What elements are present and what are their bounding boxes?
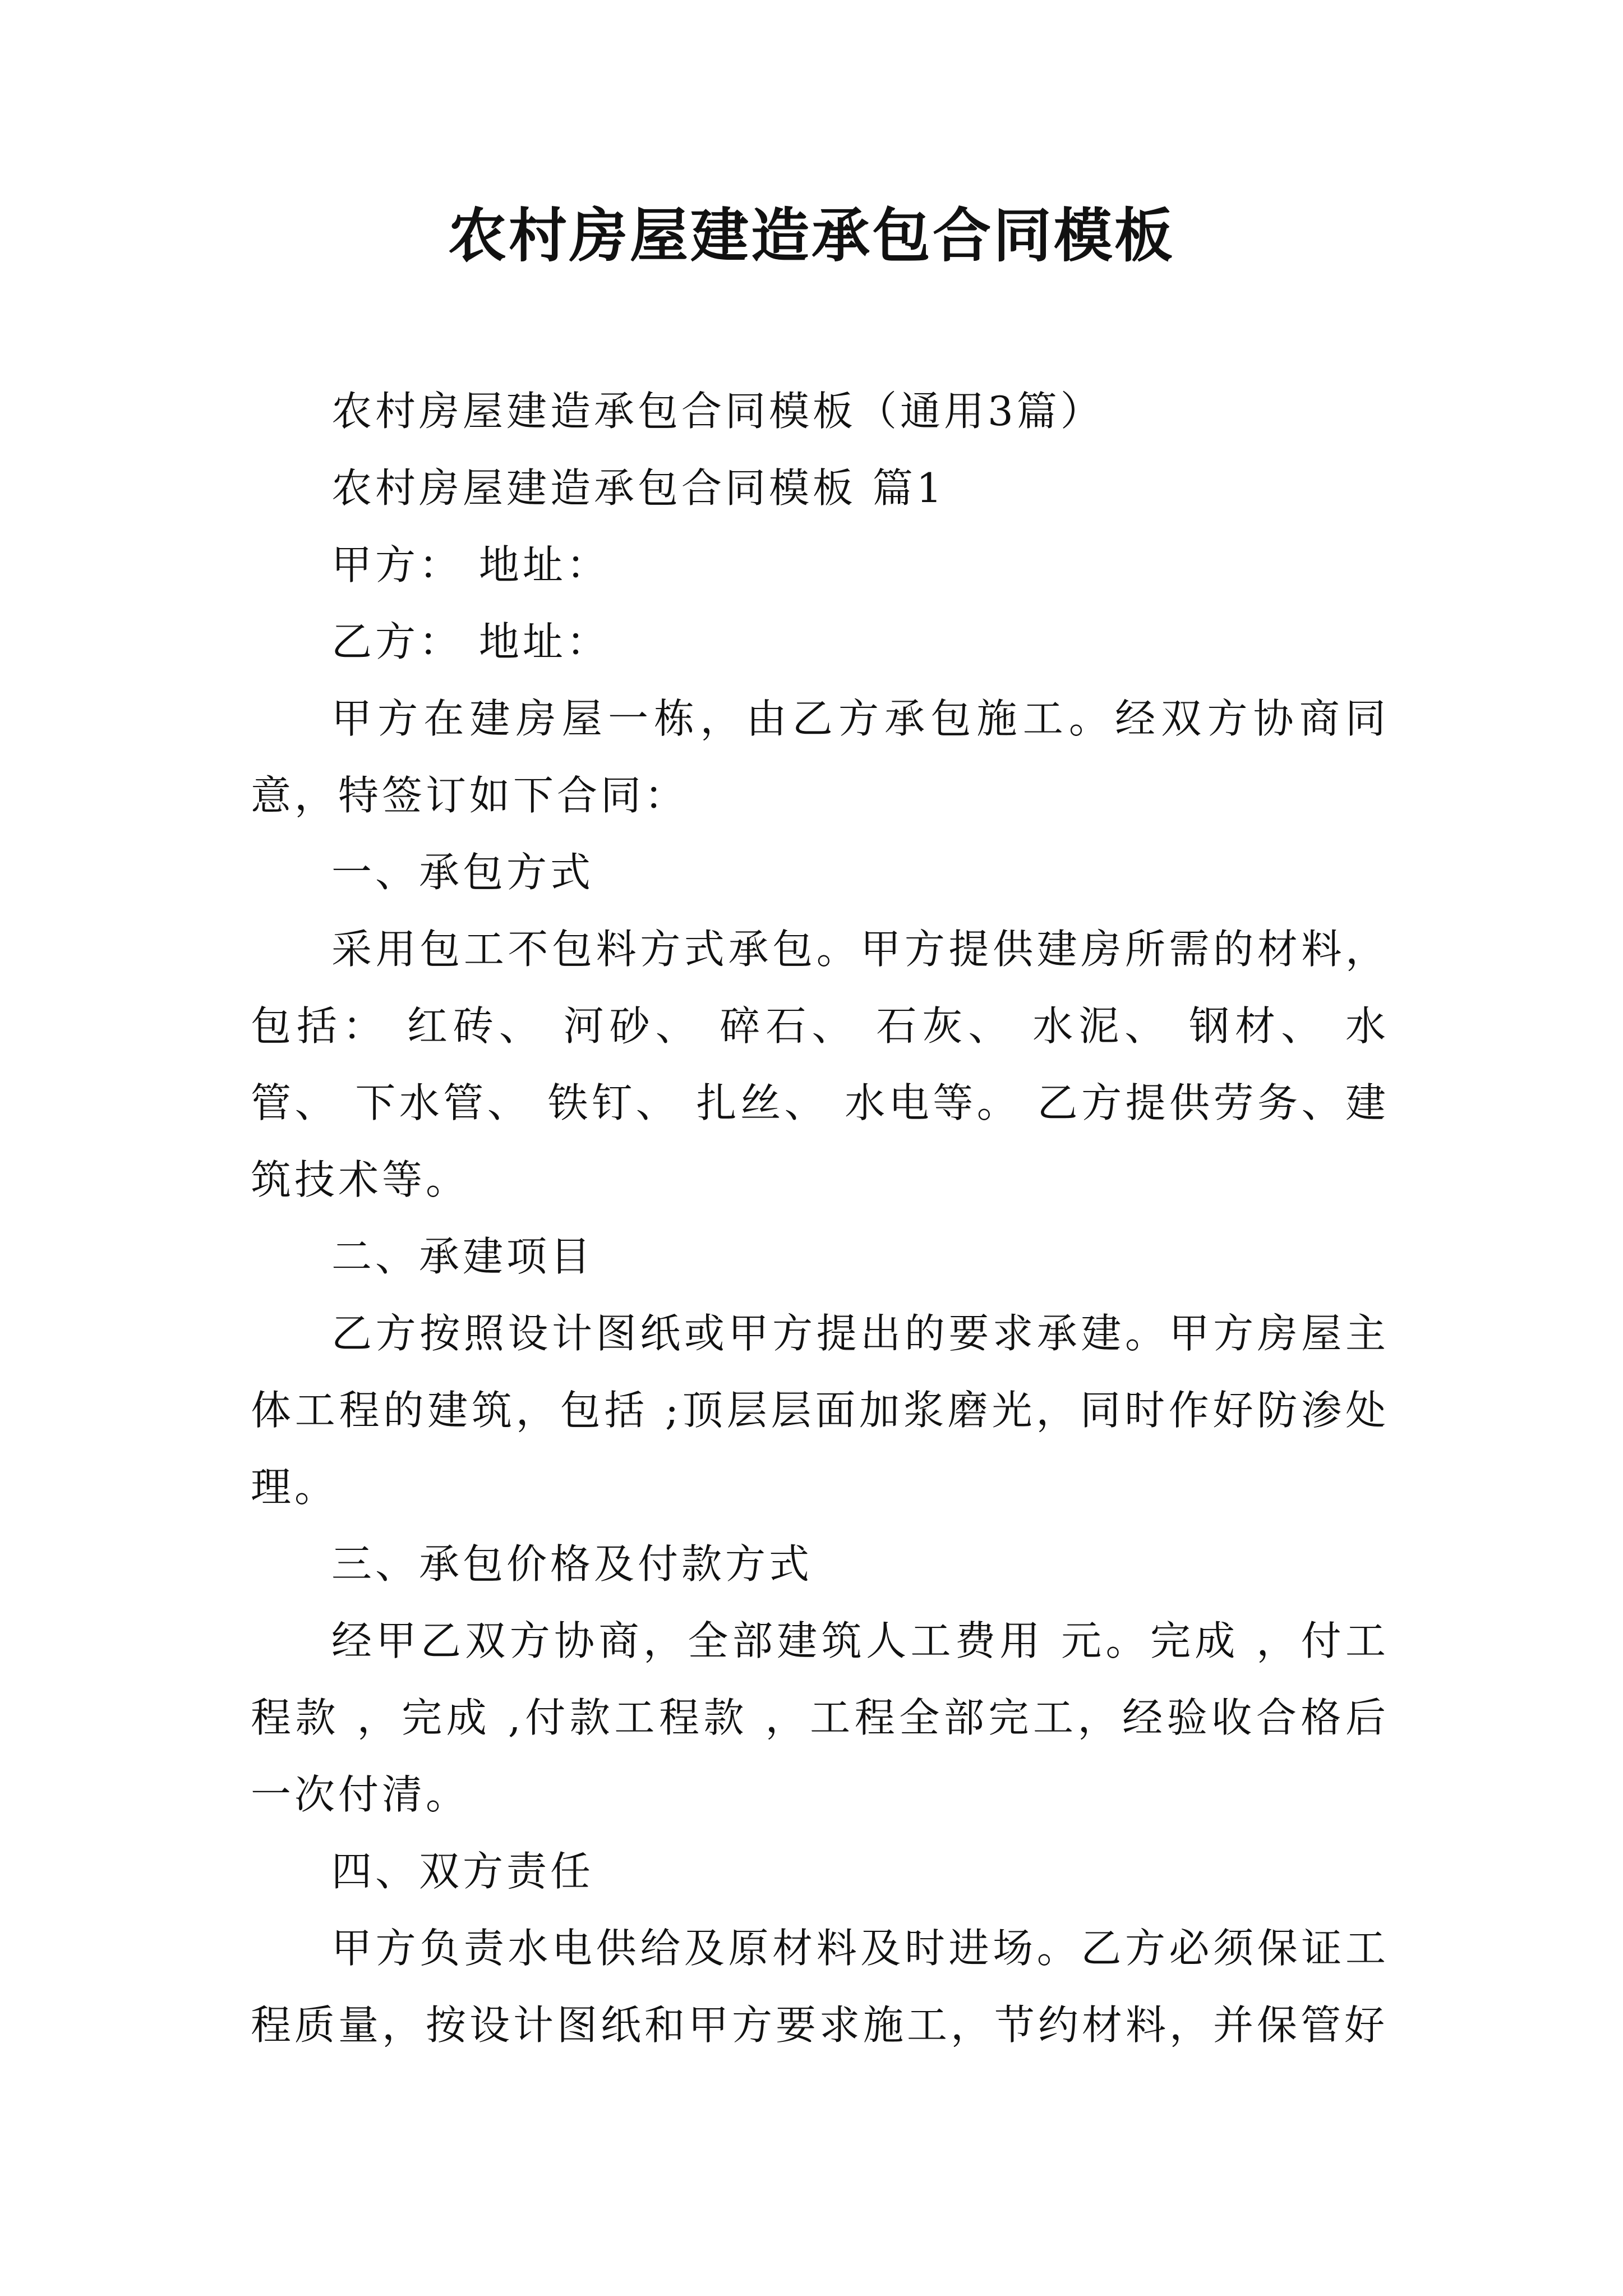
paragraph-party-a: 甲方： 地址： xyxy=(331,541,610,588)
heading-construction-items: 二、承建项目 xyxy=(331,1233,594,1280)
heading-contract-method: 一、承包方式 xyxy=(331,849,594,896)
paragraph-price-payment: 经甲乙双方协商，全部建筑人工费用 元。完成 ，付工程款 ，完成 ,付款工程款 ，工程全部完工，经验收合格后一次付清。 xyxy=(251,1617,1389,1818)
document-body xyxy=(251,373,1389,2064)
paragraph-contract-method: 采用包工不包料方式承包。甲方提供建房所需的材料，包括： 红砖、 河砂、 碎石、 石灰、 水泥、 钢材、 水管、 下水管、 铁钉、 扎丝、 水电等。 乙方提供劳务、建筑技术等。 xyxy=(251,926,1389,1203)
paragraph-party-b: 乙方： 地址： xyxy=(331,618,610,665)
paragraph-subtitle: 农村房屋建造承包合同模板（通用3篇） xyxy=(331,388,1104,435)
paragraph-construction-items: 乙方按照设计图纸或甲方提出的要求承建。甲方房屋主体工程的建筑，包括 ;顶层层面加浆磨光，同时作好防渗处理。 xyxy=(251,1310,1389,1511)
paragraph-preamble: 甲方在建房屋一栋，由乙方承包施工。经双方协商同意，特签订如下合同： xyxy=(251,695,1389,819)
paragraph-section-heading: 农村房屋建造承包合同模板 篇1 xyxy=(331,464,946,512)
document-title: 农村房屋建造承包合同模板 xyxy=(448,201,1175,270)
heading-responsibilities: 四、双方责任 xyxy=(331,1848,594,1895)
paragraph-responsibilities: 甲方负责水电供给及原材料及时进场。乙方必须保证工程质量，按设计图纸和甲方要求施工，节约材料，并保管好 xyxy=(251,1925,1389,2049)
heading-price-payment: 三、承包价格及付款方式 xyxy=(331,1540,813,1588)
